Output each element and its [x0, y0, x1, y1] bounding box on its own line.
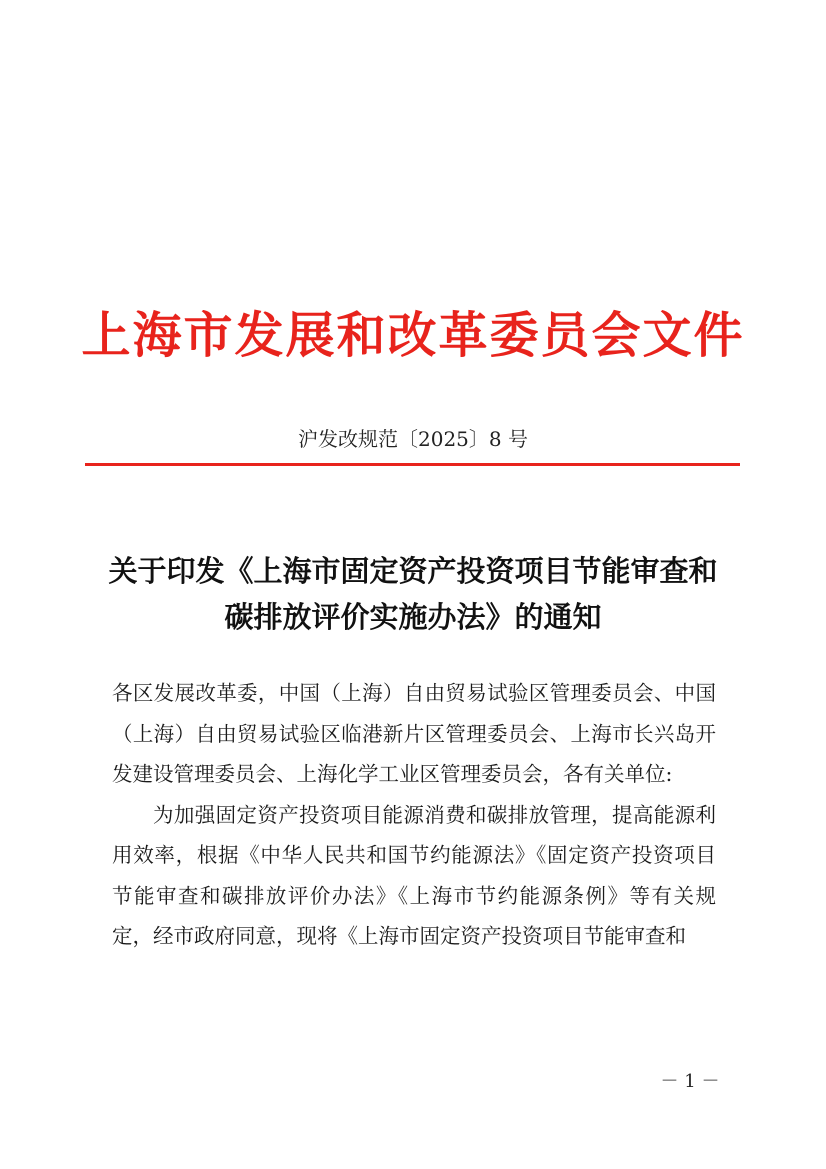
document-number: 沪发改规范〔2025〕8 号: [298, 427, 528, 451]
document-body: [112, 673, 716, 957]
body-paragraph-1: 为加强固定资产投资项目能源消费和碳排放管理，提高能源利用效率，根据《中华人民共和国节约能源法》《固定资产投资项目节能审查和碳排放评价办法》《上海市节约能源条例》等有关规定，经市政府同意，现将《上海市固定资产投资项目节能审查和: [112, 802, 716, 948]
addressee-paragraph: 各区发展改革委，中国（上海）自由贸易试验区管理委员会、中国（上海）自由贸易试验区临港新片区管理委员会、上海市长兴岛开发建设管理委员会、上海化学工业区管理委员会，各有关单位:: [112, 681, 716, 786]
red-divider-line: [85, 463, 740, 466]
document-title-line-2: 碳排放评价实施办法》的通知: [224, 600, 602, 634]
document-title-line-1: 关于印发《上海市固定资产投资项目节能审查和: [108, 554, 718, 588]
issuer-masthead: 上海市发展和改革委员会文件: [81, 306, 745, 364]
page-number: － 1 －: [660, 1071, 720, 1092]
document-title: [60, 548, 766, 640]
